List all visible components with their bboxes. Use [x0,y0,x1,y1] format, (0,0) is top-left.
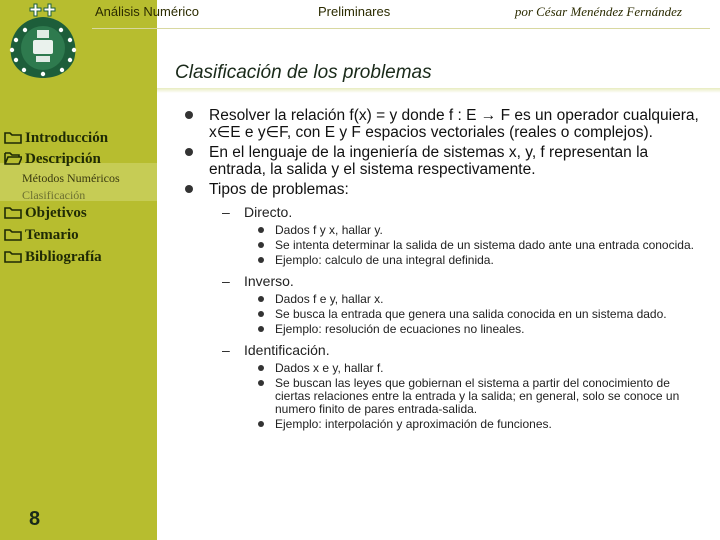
sub-bullet-text: Dados f y x, hallar y. [275,223,383,237]
bullet-dot-icon [258,380,264,386]
sub-bullet-text: Se buscan las leyes que gobiernan el sistema a partir del conocimiento de ciertas relaciones entre la entrada y la salida; en general, solo se conoce un numero finito de pares entrada-salida. [275,376,680,416]
bullet-dot-icon [258,242,264,248]
slide-content [182,107,708,433]
nav-item-bibliografia[interactable] [4,249,102,266]
problem-type-label: Identificación. [244,342,330,358]
folder-closed-icon [4,249,22,263]
nav-item-label: Temario [25,227,79,243]
nav-item-objetivos[interactable] [4,205,87,222]
bullet-item [182,181,708,198]
slide-header [0,0,720,30]
bullet-dot-icon [258,311,264,317]
sub-bullet-item [182,293,708,306]
bullet-text: Tipos de problemas: [209,181,349,198]
sub-bullet-text: Se intenta determinar la salida de un sistema dado ante una entrada conocida. [275,238,694,252]
problem-type-identificacion: – Identificación. [222,342,330,358]
folder-closed-icon [4,205,22,219]
sub-bullet-text: Dados x e y, hallar f. [275,361,384,375]
page-number: 8 [29,508,41,530]
nav-item-label: Introducción [25,130,109,146]
header-course: Análisis Numérico [95,4,200,19]
header-author: por César Menéndez Fernández [514,4,682,19]
bullet-text: Resolver la relación f(x) = y donde f : E → F es un operador cualquiera, x∈E e y∈F, con E y F espacios vectoriales (reales o complejos). [209,107,699,141]
problem-type-directo: – Directo. [222,204,293,220]
sub-bullet-item [182,308,708,321]
bullet-dot-icon [258,257,264,263]
nav-item-temario[interactable] [4,227,79,244]
bullet-dot-icon [185,185,193,193]
sub-bullet-item [182,377,708,416]
problem-type-inverso: – Inverso. [222,273,294,289]
nav-item-introduccion[interactable] [4,130,108,147]
bullet-dot-icon [258,421,264,427]
sub-bullet-item [182,254,708,267]
sub-bullet-item [182,418,708,431]
bullet-dot-icon [258,296,264,302]
sub-bullet-text: Se busca la entrada que genera una salida conocida en un sistema dado. [275,307,667,321]
folder-closed-icon [4,130,22,144]
sub-bullet-text: Ejemplo: interpolación y aproximación de funciones. [275,417,552,431]
header-divider [92,28,710,29]
sub-bullet-item [182,239,708,252]
header-section: Preliminares [318,4,391,19]
folder-open-icon [4,151,22,165]
sub-bullet-text: Dados f e y, hallar x. [275,292,384,306]
bullet-dot-icon [185,111,193,119]
bullet-text: En el lenguaje de la ingeniería de sistemas x, y, f representan la entrada, la salida y el sistema respectivamente. [209,144,649,178]
sub-bullet-text: Ejemplo: calculo de una integral definida. [275,253,494,267]
bullet-item [182,107,708,141]
sub-bullet-item [182,323,708,336]
sub-bullet-item [182,362,708,375]
sub-bullet-text: Ejemplo: resolución de ecuaciones no lineales. [275,322,525,336]
bullet-dot-icon [258,365,264,371]
sub-bullet-item [182,224,708,237]
title-divider [157,88,720,93]
bullet-dot-icon [258,326,264,332]
nav-subitem-clasificacion[interactable]: Clasificación [22,188,86,202]
bullet-item [182,144,708,178]
problem-type-label: Inverso. [244,273,294,289]
nav-item-label: Bibliografía [25,249,102,265]
nav-item-label: Objetivos [25,205,87,221]
nav-subitem-metodos-numericos[interactable]: Métodos Numéricos [22,171,120,185]
bullet-dot-icon [258,227,264,233]
sidebar [0,0,157,540]
bullet-dot-icon [185,148,193,156]
nav-item-label: Descripción [25,151,101,167]
nav-item-descripcion[interactable] [4,151,101,168]
problem-type-label: Directo. [244,204,293,220]
slide-title: Clasificación de los problemas [175,62,432,83]
folder-closed-icon [4,227,22,241]
